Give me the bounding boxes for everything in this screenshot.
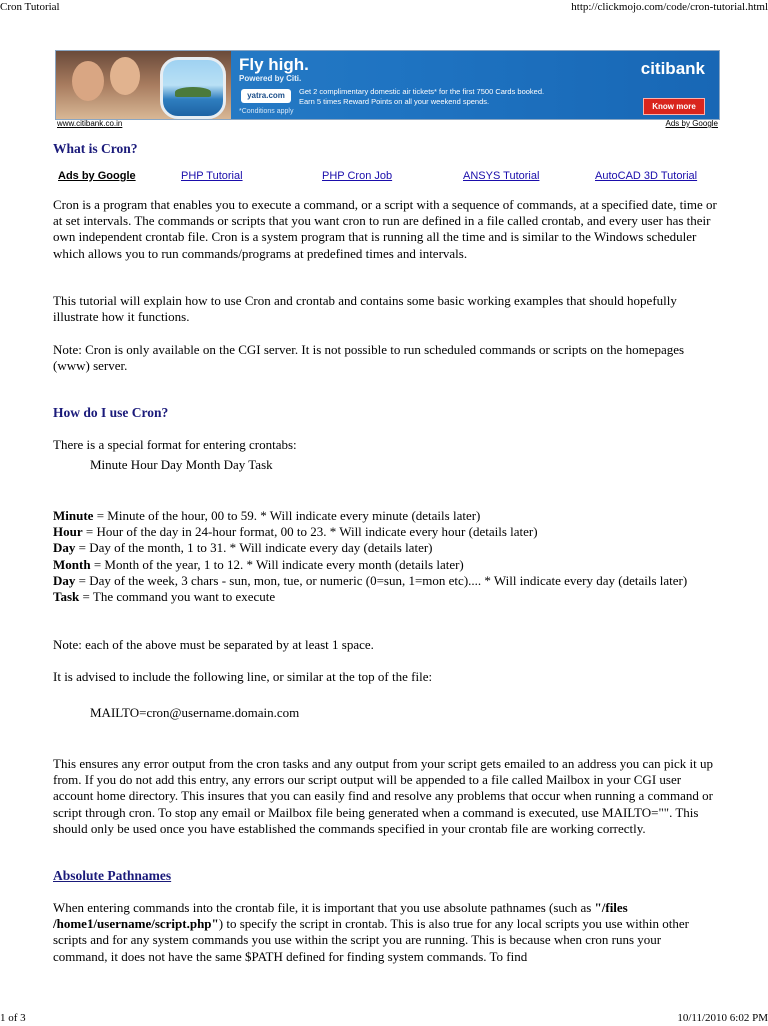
paragraph: Cron is a program that enables you to execute a command, or a script with a sequence of commands, at a specified date, time or at set intervals. The commands or scripts that you want cron to run are defined in a file called crontab, and every user has their own independent crontab file. Cron is a system program that is running all the time and is similar to the Windows scheduler which allows you to run commands/programs at predefined times and intervals. bbox=[53, 197, 717, 261]
know-more-button[interactable]: Know more bbox=[643, 98, 705, 115]
ad-photo bbox=[56, 51, 231, 119]
field-desc: = Month of the year, 1 to 12. * Will indicate every month (details later) bbox=[90, 556, 464, 572]
field-item bbox=[53, 557, 718, 573]
paragraph: This ensures any error output from the cron tasks and any output from your script gets emailed to an address you can pick it up from. If you do not add this entry, any errors our script output will be appended to a file called Mailbox in your CGI user account home directory. This insures that you can easily find and resolve any problems that occur when running a command or script through cron. To stop any email or Mailbox file being generated when a command is executed, use MAILTO="". This should only be used once you have established the commands specified in your crontab file are working correctly. bbox=[53, 756, 713, 836]
page-footer bbox=[0, 1008, 768, 1024]
person-image bbox=[72, 61, 104, 101]
ad-offer-line: Earn 5 times Reward Points on all your weekend spends. bbox=[299, 97, 490, 106]
field-term: Task bbox=[53, 589, 80, 605]
paragraph bbox=[53, 900, 718, 965]
paragraph: It is advised to include the following line, or similar at the top of the file: bbox=[53, 669, 433, 684]
text-span: ) to specify the script in crontab. This is also true for any local scripts you use within other scripts and for any system commands you use within the script you are running. This is because when cron runs your command, it does not have the same $PATH defined for finding system commands. To find bbox=[53, 916, 689, 964]
banner-ads-by-google[interactable]: Ads by Google bbox=[665, 119, 718, 128]
field-item bbox=[53, 540, 718, 556]
field-desc: = Day of the month, 1 to 31. * Will indicate every day (details later) bbox=[75, 540, 433, 556]
crontab-format: Minute Hour Day Month Day Task bbox=[90, 457, 273, 472]
yatra-logo: yatra.com bbox=[241, 89, 291, 103]
field-term: Minute bbox=[53, 508, 94, 523]
section-title: How do I use Cron? bbox=[53, 405, 169, 420]
section-title: What is Cron? bbox=[53, 141, 138, 156]
field-item bbox=[53, 573, 718, 589]
island-image bbox=[175, 87, 211, 97]
field-term: Day bbox=[53, 572, 76, 588]
field-item bbox=[53, 508, 718, 524]
ad-link-ansys-tutorial[interactable]: ANSYS Tutorial bbox=[463, 170, 540, 182]
page-count: 1 of 3 bbox=[0, 1012, 26, 1024]
paragraph: There is a special format for entering crontabs: bbox=[53, 437, 297, 452]
banner-site-link[interactable]: www.citibank.co.in bbox=[57, 119, 123, 128]
path-example: "/files /home1/username/script.php" bbox=[53, 900, 628, 932]
ad-offer bbox=[299, 87, 544, 107]
paragraph: Note: Cron is only available on the CGI server. It is not possible to run scheduled commands or scripts on the homepages (www) server. bbox=[53, 342, 685, 374]
ads-by-google-label[interactable]: Ads by Google bbox=[58, 170, 136, 182]
field-term: Day bbox=[53, 540, 76, 556]
field-desc: = Minute of the hour, 00 to 59. * Will indicate every minute (details later) bbox=[93, 508, 481, 523]
ad-powered: Powered by Citi. bbox=[239, 74, 302, 83]
mailto-line: MAILTO=cron@username.domain.com bbox=[90, 705, 300, 720]
citibank-logo: citibank bbox=[640, 59, 705, 78]
ads-link-row bbox=[58, 170, 718, 186]
ad-conditions: *Conditions apply bbox=[239, 108, 294, 115]
person-image bbox=[110, 57, 140, 95]
header-title: Cron Tutorial bbox=[0, 1, 60, 13]
text-span: When entering commands into the crontab file, it is important that you use absolute pathnames (such as bbox=[53, 900, 595, 915]
paragraph: Note: each of the above must be separated by at least 1 space. bbox=[53, 637, 374, 652]
banner-links bbox=[55, 118, 718, 130]
field-list bbox=[53, 508, 718, 605]
ad-link-php-cron-job[interactable]: PHP Cron Job bbox=[322, 170, 393, 182]
ad-link-autocad-tutorial[interactable]: AutoCAD 3D Tutorial bbox=[595, 170, 698, 182]
page-header bbox=[0, 0, 768, 14]
field-term: Month bbox=[53, 556, 91, 572]
header-url: http://clickmojo.com/code/cron-tutorial.html bbox=[571, 1, 768, 13]
field-item bbox=[53, 524, 718, 540]
ad-link-php-tutorial[interactable]: PHP Tutorial bbox=[181, 170, 243, 182]
field-term: Hour bbox=[53, 524, 83, 540]
paragraph: This tutorial will explain how to use Cron and crontab and contains some basic working examples that should hopefully illustrate how it functions. bbox=[53, 293, 677, 325]
field-desc: = Hour of the day in 24-hour format, 00 to 23. * Will indicate every hour (details later) bbox=[82, 524, 538, 540]
ad-offer-line: Get 2 complimentary domestic air tickets* for the first 7500 Cards booked. bbox=[299, 87, 545, 96]
citibank-ad-banner[interactable] bbox=[55, 50, 720, 120]
ad-headline: Fly high. bbox=[239, 55, 309, 74]
field-item bbox=[53, 589, 718, 605]
section-title-link[interactable]: Absolute Pathnames bbox=[53, 868, 172, 883]
field-desc: = Day of the week, 3 chars - sun, mon, tue, or numeric (0=sun, 1=mon etc).... * Will indicate every day (details later) bbox=[75, 572, 688, 588]
print-date: 10/11/2010 6:02 PM bbox=[677, 1012, 768, 1024]
field-desc: = The command you want to execute bbox=[79, 589, 276, 605]
airplane-window-image bbox=[160, 57, 226, 119]
